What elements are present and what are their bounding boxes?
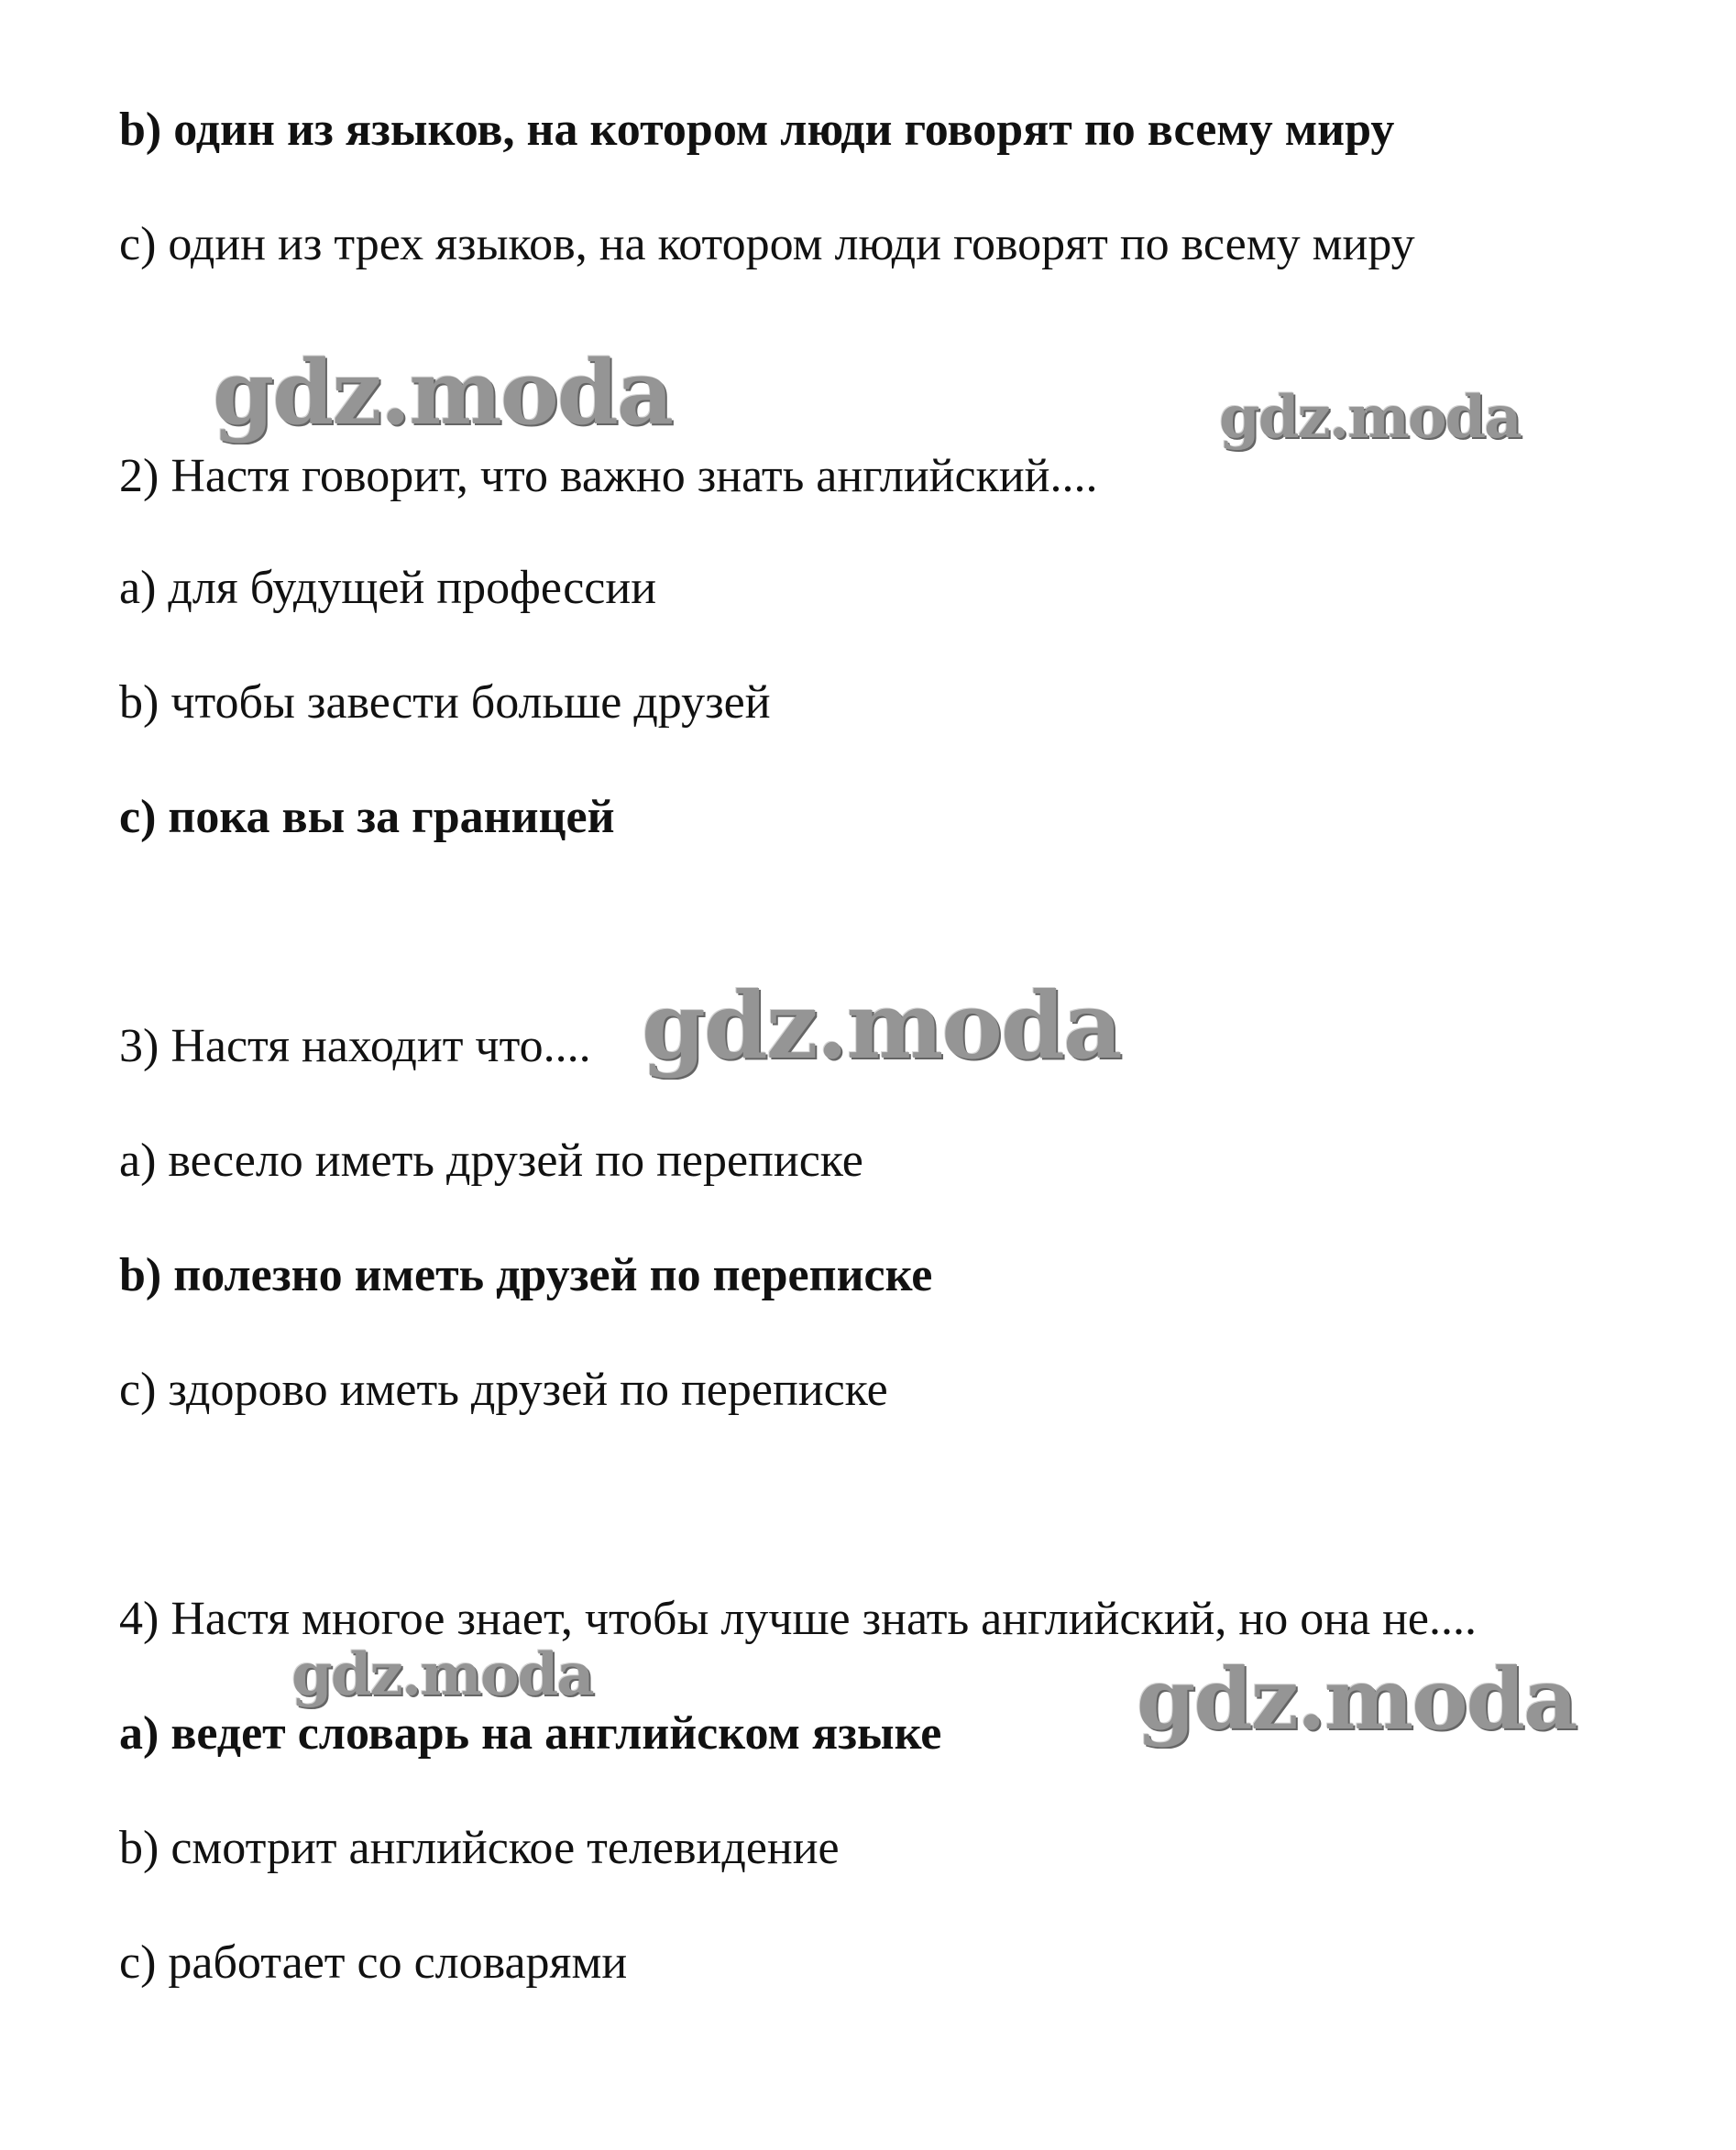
q2-option-a: a) для будущей профессии [119,562,657,614]
watermark-logo: gdz.moda [642,971,1121,1080]
q3-option-c: c) здорово иметь друзей по переписке [119,1364,888,1416]
q1-option-c: c) один из трех языков, на котором люди говорят по всему миру [119,218,1415,270]
q4-prompt: 4) Настя многое знает, чтобы лучше знать английский, но она не.... [119,1593,1478,1645]
q3-option-a: a) весело иметь друзей по переписке [119,1135,863,1187]
q4-option-b: b) смотрит английское телевидение [119,1822,840,1874]
q2-option-c: c) пока вы за границей [119,791,615,843]
q2-option-b: b) чтобы завести больше друзей [119,676,771,729]
watermark-logo: gdz.moda [1219,383,1521,452]
q3-prompt: 3) Настя находит что.... [119,1020,591,1072]
watermark-logo: gdz.moda [213,341,673,444]
q3-option-b: b) полезно иметь друзей по переписке [119,1249,933,1301]
q2-prompt: 2) Настя говорит, что важно знать английский.... [119,450,1098,502]
watermark-logo: gdz.moda [291,1640,593,1709]
watermark-logo: gdz.moda [1137,1650,1577,1749]
q4-option-c: c) работает со словарями [119,1936,628,1989]
q1-option-b: b) один из языков, на котором люди говорят по всему миру [119,104,1395,156]
q4-option-a: a) ведет словарь на английском языке [119,1707,942,1760]
